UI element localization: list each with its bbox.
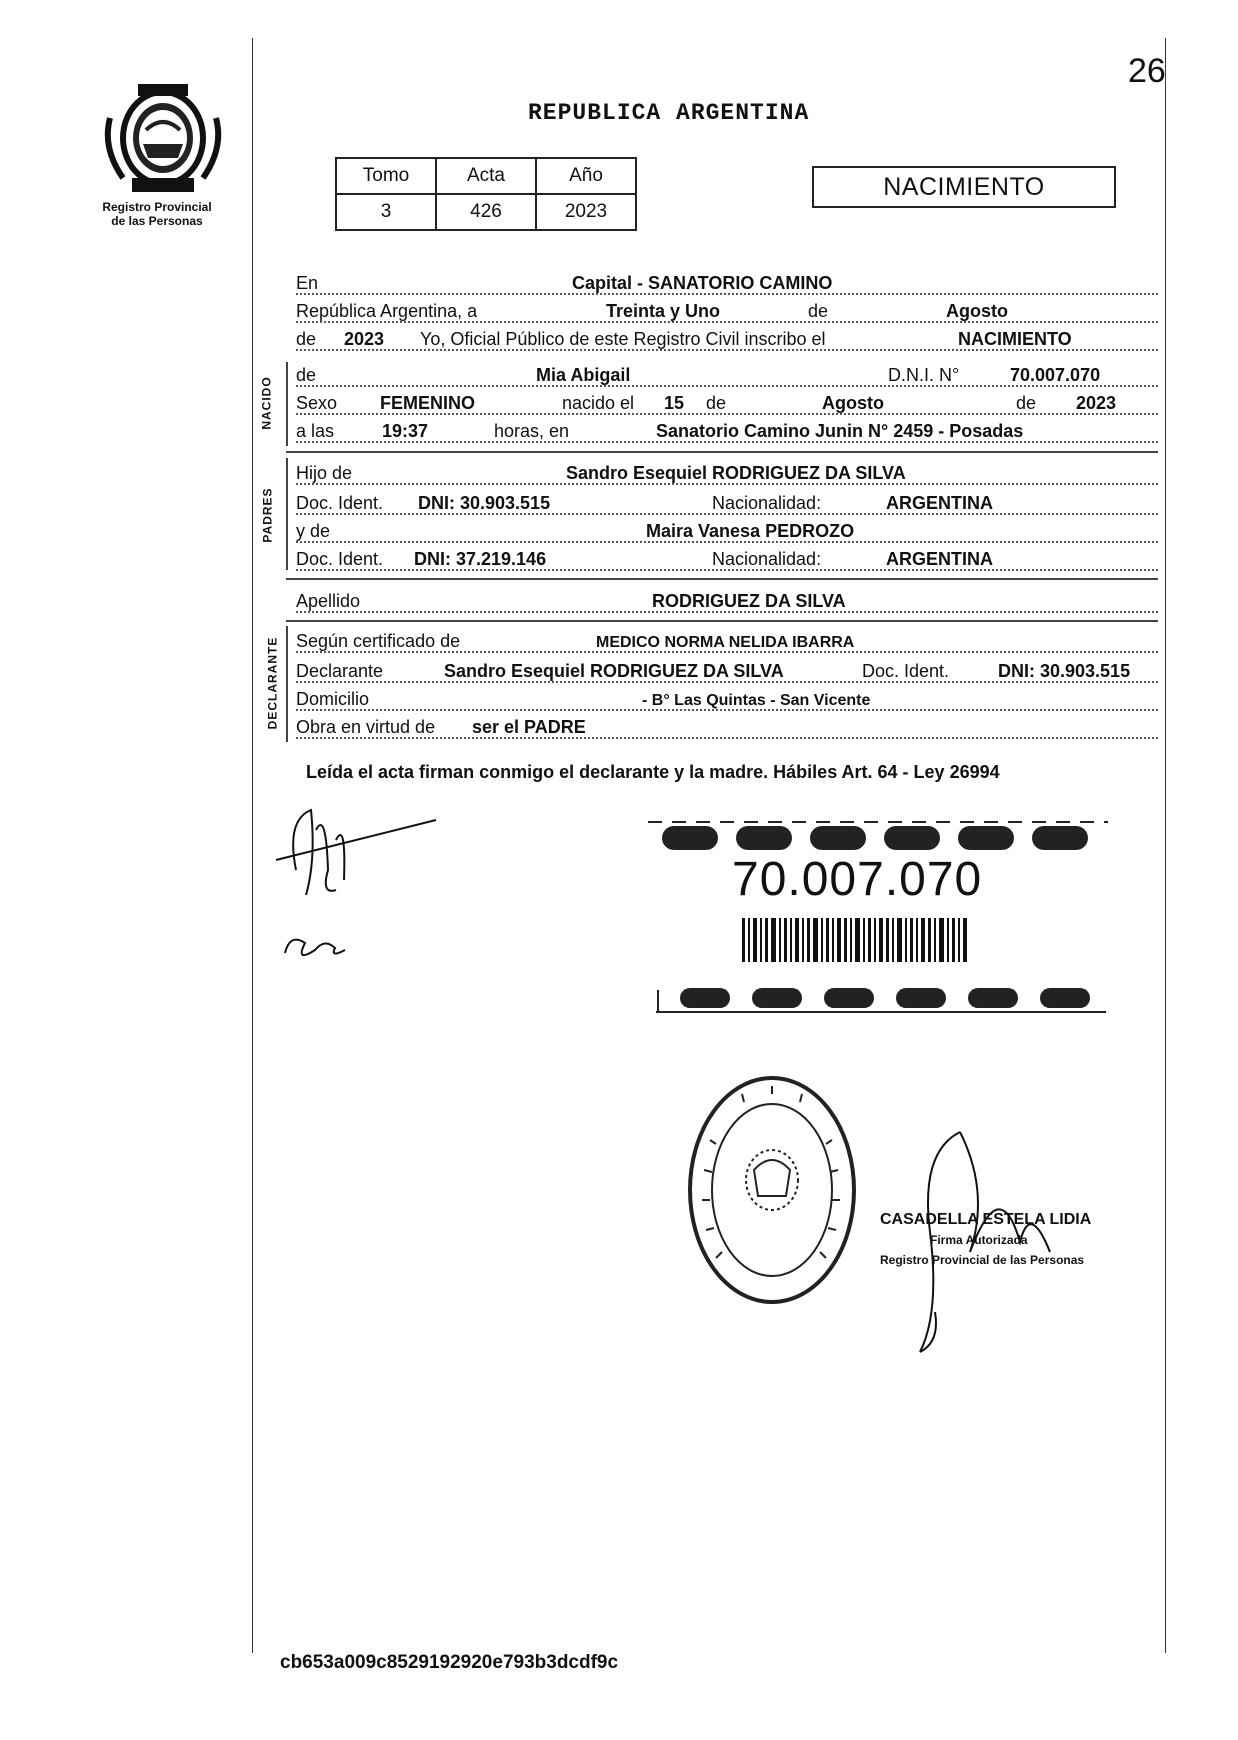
label-a-las: a las xyxy=(296,421,335,441)
label-en: En xyxy=(296,273,319,293)
value-nombre: Mia Abigail xyxy=(536,365,631,385)
row-sexo xyxy=(296,390,1158,416)
value-madre: Maira Vanesa PEDROZO xyxy=(646,521,855,541)
label-y-de: y de xyxy=(296,521,331,541)
row-nombre xyxy=(296,362,1158,388)
label-de: de xyxy=(808,301,829,321)
acta-header: Acta xyxy=(436,158,536,194)
logo-caption xyxy=(82,200,232,228)
label-de3: de xyxy=(1016,393,1037,413)
row-declarante xyxy=(296,658,1158,684)
label-obra: Obra en virtud de xyxy=(296,717,436,737)
row-fecha-inscripcion xyxy=(296,298,1158,324)
label-horas-en: horas, en xyxy=(494,421,570,441)
document-hash: cb653a009c8529192920e793b3dcdf9c xyxy=(280,1652,619,1673)
divider-apellido xyxy=(286,620,1158,622)
province-emblem-icon xyxy=(98,78,228,198)
value-anio-inscripcion: 2023 xyxy=(344,329,385,349)
security-pattern-bottom-icon xyxy=(656,984,1106,1014)
label-nacido-el: nacido el xyxy=(562,393,635,413)
value-madre-nac: ARGENTINA xyxy=(886,549,993,569)
mother-signature-icon xyxy=(280,928,350,968)
value-mes-nac: Agosto xyxy=(822,393,884,413)
security-pattern-top-icon xyxy=(648,818,1108,854)
label-segun: Según certificado de xyxy=(296,631,461,651)
row-madre-doc xyxy=(296,546,1158,572)
value-declarante: Sandro Esequiel RODRIGUEZ DA SILVA xyxy=(444,661,784,681)
value-madre-doc: DNI: 37.219.146 xyxy=(414,549,547,569)
label-doc-ident-padre: Doc. Ident. xyxy=(296,493,384,513)
value-lugar-nac: Sanatorio Camino Junin N° 2459 - Posadas xyxy=(656,421,1024,441)
row-obra xyxy=(296,714,1158,740)
row-padre-doc xyxy=(296,490,1158,516)
label-hijo-de: Hijo de xyxy=(296,463,353,483)
value-sexo: FEMENINO xyxy=(380,393,476,413)
register-table xyxy=(335,157,637,231)
official-stamp-icon xyxy=(682,1070,862,1310)
value-certificado: MEDICO NORMA NELIDA IBARRA xyxy=(596,634,855,651)
record-type-box: NACIMIENTO xyxy=(812,166,1116,208)
row-certificado xyxy=(296,628,1158,654)
signer-org: Registro Provincial de las Personas xyxy=(880,1253,1085,1267)
signer-name: CASADELLA ESTELA LIDIA xyxy=(880,1211,1092,1228)
value-anio-nac: 2023 xyxy=(1076,393,1117,413)
row-madre xyxy=(296,518,1158,544)
value-tipo: NACIMIENTO xyxy=(958,329,1072,349)
section-padres: PADRES xyxy=(260,487,275,543)
value-dni: 70.007.070 xyxy=(1010,365,1101,385)
row-padre xyxy=(296,460,1158,486)
label-doc-ident-declarante: Doc. Ident. xyxy=(862,661,950,681)
anio-value: 2023 xyxy=(536,194,636,230)
value-apellido: RODRIGUEZ DA SILVA xyxy=(652,591,846,611)
closing-statement: Leída el acta firman conmigo el declarante y la madre. Hábiles Art. 64 - Ley 26994 xyxy=(306,762,1000,782)
anio-header: Año xyxy=(536,158,636,194)
label-de-year: de xyxy=(296,329,317,349)
value-domicilio: - B° Las Quintas - San Vicente xyxy=(642,692,871,709)
label-republica: República Argentina, a xyxy=(296,301,478,321)
value-padre: Sandro Esequiel RODRIGUEZ DA SILVA xyxy=(566,463,906,483)
right-margin-line xyxy=(1165,38,1166,1653)
acta-value: 426 xyxy=(436,194,536,230)
value-obra: ser el PADRE xyxy=(472,717,586,737)
label-de2: de xyxy=(706,393,727,413)
row-hora xyxy=(296,418,1158,444)
value-dia-texto: Treinta y Uno xyxy=(606,301,721,321)
value-padre-nac: ARGENTINA xyxy=(886,493,993,513)
country-title: REPUBLICA ARGENTINA xyxy=(528,100,810,126)
signer-role: Firma Autorizada xyxy=(930,1233,1028,1247)
tomo-value: 3 xyxy=(336,194,436,230)
label-yo: Yo, Oficial Público de este Registro Civil inscribo el xyxy=(420,329,826,349)
row-anio-inscripcion xyxy=(296,326,1158,352)
value-dia-nac: 15 xyxy=(664,393,685,413)
signer-block xyxy=(880,1210,1091,1270)
value-mes-inscripcion: Agosto xyxy=(946,301,1008,321)
declarante-section-bar xyxy=(286,626,288,742)
label-nacionalidad-madre: Nacionalidad: xyxy=(712,549,822,569)
label-de-name: de xyxy=(296,365,317,385)
dni-large-number: 70.007.070 xyxy=(732,853,983,906)
row-domicilio xyxy=(296,686,1158,712)
declarant-signature-icon xyxy=(266,800,446,910)
value-hora: 19:37 xyxy=(382,421,429,441)
label-domicilio: Domicilio xyxy=(296,689,370,709)
section-declarante: DECLARANTE xyxy=(265,636,280,730)
value-declarante-doc: DNI: 30.903.515 xyxy=(998,661,1131,681)
label-nacionalidad-padre: Nacionalidad: xyxy=(712,493,822,513)
padres-section-bar xyxy=(286,458,288,570)
tomo-header: Tomo xyxy=(336,158,436,194)
logo-caption-line2: de las Personas xyxy=(111,214,203,228)
divider-nacido xyxy=(286,451,1158,453)
logo-caption-line1: Registro Provincial xyxy=(102,200,212,214)
value-padre-doc: DNI: 30.903.515 xyxy=(418,493,551,513)
row-apellido xyxy=(296,588,1158,614)
divider-padres xyxy=(286,578,1158,580)
section-nacido: NACIDO xyxy=(259,376,274,430)
barcode-icon xyxy=(742,918,970,962)
label-doc-ident-madre: Doc. Ident. xyxy=(296,549,384,569)
nacido-section-bar xyxy=(286,362,288,446)
left-margin-line xyxy=(252,38,253,1653)
label-dni: D.N.I. N° xyxy=(888,365,960,385)
label-sexo: Sexo xyxy=(296,393,338,413)
value-lugar: Capital - SANATORIO CAMINO xyxy=(572,273,833,293)
label-apellido: Apellido xyxy=(296,591,361,611)
page-number: 26 xyxy=(1128,52,1166,90)
row-lugar xyxy=(296,270,1158,296)
label-declarante: Declarante xyxy=(296,661,384,681)
